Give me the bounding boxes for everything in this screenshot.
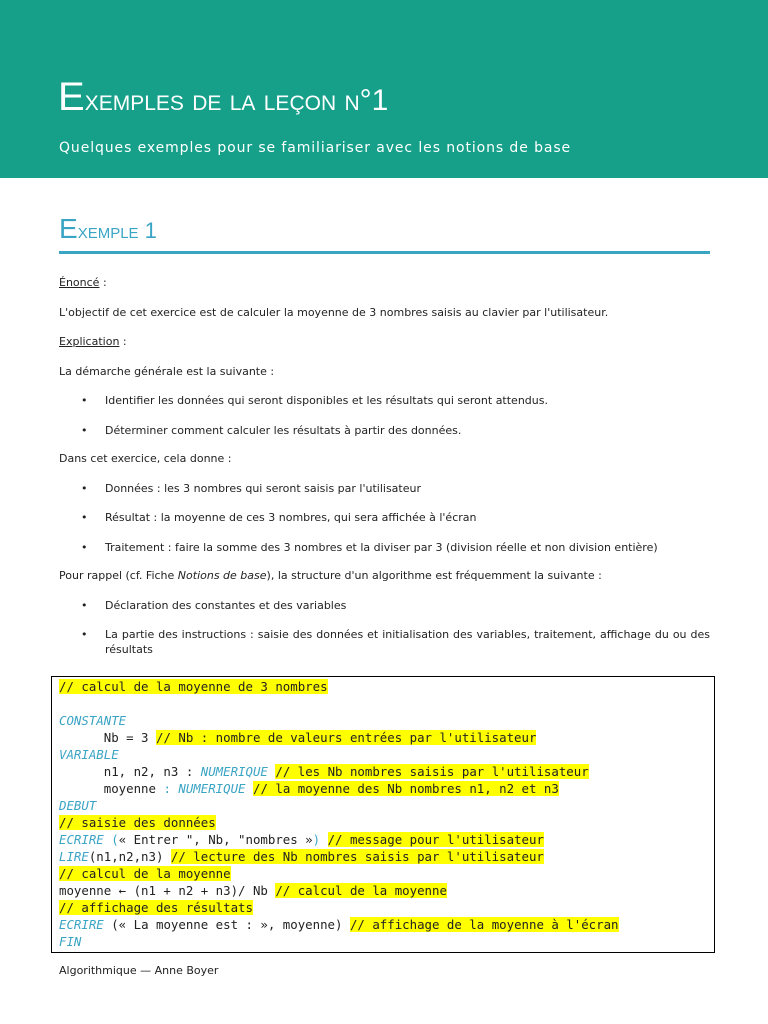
code-space <box>246 781 253 796</box>
code-text: moyenne ← (n1 + n2 + n3)/ Nb <box>59 883 276 898</box>
code-space <box>320 832 327 847</box>
bullet-icon: • <box>81 540 88 554</box>
enonce-heading <box>59 275 710 290</box>
bullet-icon: • <box>81 628 88 641</box>
list-item <box>59 540 710 555</box>
code-line <box>59 763 589 780</box>
algorithm-code-block <box>51 676 715 953</box>
code-keyword: NUMERIQUE <box>178 781 246 796</box>
explication-label: Explication <box>59 335 120 348</box>
code-text: n1, n2, n3 : <box>59 764 201 779</box>
code-keyword: NUMERIQUE <box>200 764 268 779</box>
section-title-initial: E <box>59 213 78 244</box>
rappel-text <box>59 568 710 583</box>
code-comment: // affichage de la moyenne à l'écran <box>349 917 619 932</box>
page-footer: Algorithmique — Anne Boyer <box>59 964 219 977</box>
bullet-icon: • <box>81 394 88 407</box>
explication-heading <box>59 334 710 349</box>
rappel-suffix: ), la structure d'un algorithme est fréquemment la suivante : <box>266 569 602 582</box>
enonce-text: L'objectif de cet exercice est de calculer la moyenne de 3 nombres saisis au clavier par l'utilisateur. <box>59 305 609 319</box>
code-comment: // calcul de la moyenne <box>59 866 231 881</box>
bullet-icon: • <box>81 481 88 495</box>
section-title-rest: xemple 1 <box>77 218 157 243</box>
list-item-text: Déclaration des constantes et des variables <box>105 598 347 612</box>
bullet-icon: • <box>81 511 88 524</box>
code-keyword: FIN <box>59 934 82 949</box>
list-item <box>59 510 710 525</box>
code-line <box>59 780 559 797</box>
explication-suffix: : <box>119 335 127 348</box>
code-line <box>59 712 126 729</box>
code-comment: // calcul de la moyenne <box>275 883 447 898</box>
code-line <box>59 882 447 899</box>
list-item <box>59 598 710 613</box>
code-comment: // saisie des données <box>59 815 216 830</box>
page-title <box>58 75 388 120</box>
code-comment: // calcul de la moyenne de 3 nombres <box>59 679 328 694</box>
code-line <box>59 729 536 746</box>
code-comment: // la moyenne des Nb nombres n1, n2 et n3 <box>252 781 559 796</box>
code-text: « Entrer ", Nb, "nombres » <box>118 832 313 847</box>
code-comment: // message pour l'utilisateur <box>327 832 544 847</box>
code-line <box>59 848 544 865</box>
code-line <box>59 899 253 916</box>
enonce-suffix: : <box>99 276 107 289</box>
code-comment: // affichage des résultats <box>59 900 253 915</box>
code-line <box>59 746 119 763</box>
code-keyword: DEBUT <box>59 798 97 813</box>
code-text: (« La moyenne est : », moyenne) <box>103 917 350 932</box>
rappel-prefix: Pour rappel (cf. Fiche <box>59 569 178 582</box>
code-paren: ( <box>103 832 119 847</box>
list-item-text: Déterminer comment calculer les résultats à partir des données. <box>105 423 462 437</box>
list-item-text: Données : les 3 nombres qui seront saisis par l'utilisateur <box>105 481 421 495</box>
page-title-initial: E <box>58 75 85 119</box>
code-line <box>59 865 231 882</box>
code-colon: : <box>163 781 171 796</box>
code-paren: ) <box>312 832 321 847</box>
exercice-list <box>59 481 710 555</box>
code-line <box>59 933 81 950</box>
code-keyword: VARIABLE <box>59 747 119 762</box>
exercice-intro: Dans cet exercice, cela donne : <box>59 452 232 465</box>
code-keyword: ECRIRE <box>59 917 104 932</box>
code-text: (n1,n2,n3) <box>88 849 171 864</box>
bullet-icon: • <box>81 598 88 612</box>
page-title-rest: xemples de la leçon n°1 <box>84 84 389 117</box>
enonce-label: Énoncé <box>59 276 100 289</box>
code-comment: // lecture des Nb nombres saisis par l'utilisateur <box>170 849 544 864</box>
demarche-intro: La démarche générale est la suivante : <box>59 364 275 378</box>
code-line <box>59 678 328 695</box>
code-text: moyenne <box>59 781 164 796</box>
list-item <box>59 627 710 657</box>
list-item-text: Traitement : faire la somme des 3 nombres et la diviser par 3 (division réelle et non division entière) <box>105 540 658 554</box>
page-subtitle: Quelques exemples pour se familiariser avec les notions de base <box>59 140 572 156</box>
list-item-text: Résultat : la moyenne de ces 3 nombres, qui sera affichée à l'écran <box>105 511 477 524</box>
code-line <box>59 797 96 814</box>
structure-list <box>59 598 710 658</box>
header-banner <box>0 0 768 178</box>
list-item-text: Identifier les données qui seront disponibles et les résultats qui seront attendus. <box>105 394 548 407</box>
section-divider <box>59 251 710 254</box>
code-text: Nb = 3 <box>59 730 156 745</box>
code-comment: // les Nb nombres saisis par l'utilisateur <box>275 764 589 779</box>
code-line <box>59 916 619 933</box>
rappel-reference: Notions de base <box>177 569 267 582</box>
code-keyword: LIRE <box>59 849 89 864</box>
code-line <box>59 814 216 831</box>
list-item <box>59 481 710 496</box>
document-body <box>59 275 710 671</box>
list-item-text: La partie des instructions : saisie des données et initialisation des variables, traitement, affichage du ou des résultats <box>105 628 710 656</box>
list-item <box>59 423 710 438</box>
demarche-list <box>59 393 710 438</box>
bullet-icon: • <box>81 423 88 437</box>
code-keyword: ECRIRE <box>59 832 104 847</box>
code-line <box>59 831 544 848</box>
code-comment: // Nb : nombre de valeurs entrées par l'utilisateur <box>155 730 537 745</box>
section-title <box>59 213 157 245</box>
code-keyword: CONSTANTE <box>59 713 127 728</box>
list-item <box>59 393 710 408</box>
